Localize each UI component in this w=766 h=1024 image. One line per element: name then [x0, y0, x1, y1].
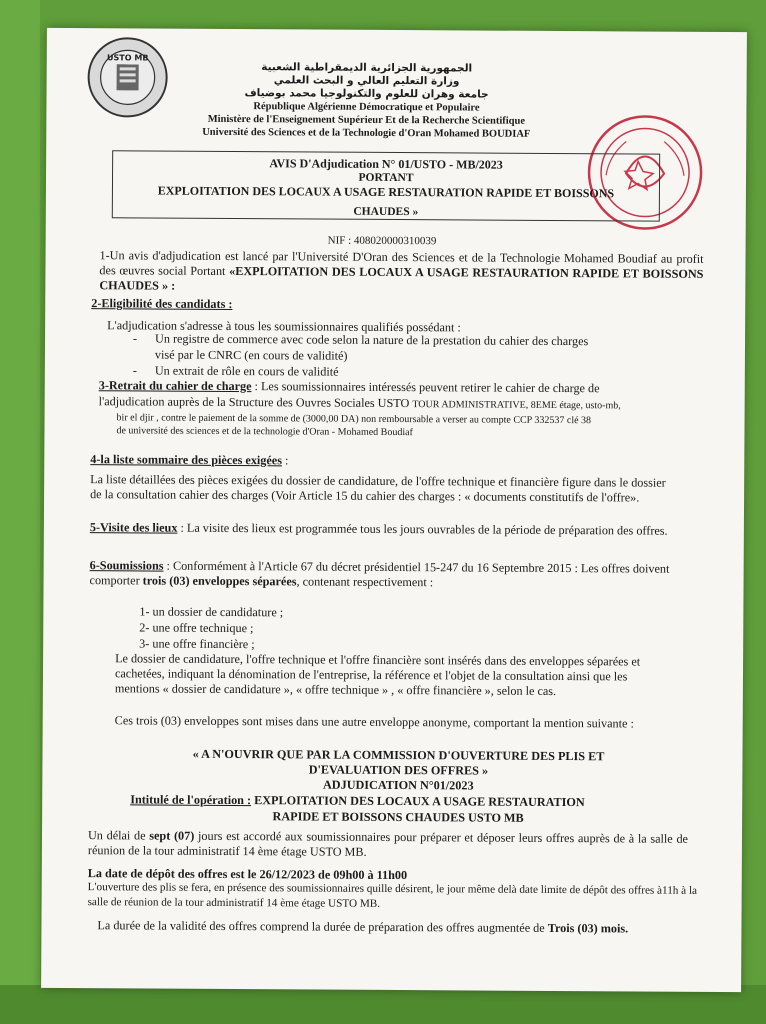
- header-line-2: Ministère de l'Enseignement Supérieur Et de la Recherche Scientifique: [207, 113, 526, 127]
- header-arabic-2: وزارة التعليم العالي و البحث العلمي: [273, 74, 460, 88]
- depot-text: L'ouverture des plis se fera, en présence des soumissionnaires quille désirent, le jour même delà date limite de dépôt des offres à11h à la salle de réunion de la tour administratif 14 ème étage USTO MB.: [87, 881, 698, 910]
- section-3-heading: 3-Retrait du cahier de charge: [98, 378, 252, 394]
- section-6-heading: 6-Soumissions: [89, 558, 164, 573]
- section-6-item-2: 2- une offre technique ;: [139, 620, 254, 636]
- header-arabic-3: جامعة وهران للعلوم والتكنولوجيا محمد بوضياف: [244, 87, 489, 101]
- section-1-bold: «EXPLOITATION DES LOCAUX A USAGE RESTAURATION RAPIDE ET BOISSONS CHAUDES » :: [99, 263, 704, 293]
- section-3-text-2: l'adjudication auprès de la Structure des Ouvres Sociales USTO: [98, 394, 413, 411]
- mention-line-2: D'EVALUATION DES OFFRES »: [308, 762, 489, 778]
- section-6-bold: trois (03) enveloppes séparées: [142, 573, 297, 589]
- logo-text: USTO MB: [107, 53, 149, 63]
- section-5-heading: 5-Visite des lieux: [89, 520, 178, 535]
- delai-bold: sept (07): [149, 828, 195, 843]
- section-3-line-2: [99, 394, 719, 413]
- section-3-line-3: bir el djir , contre le paiement de la somme de (3000,00 DA) non remboursable a verser au compte CCP 332537 clé 38: [116, 412, 592, 427]
- intitule-label: Intitulé de l'opération :: [130, 792, 252, 808]
- section-4-colon: :: [281, 453, 289, 468]
- section-2-item-2: Un extrait de rôle en cours de validité: [154, 363, 339, 379]
- section-1: [99, 248, 703, 297]
- section-2-item-1a: Un registre de commerce avec code selon la nature de la prestation du cahier des charges: [155, 331, 589, 349]
- section-3-text-2-small: TOUR ADMINISTRATIVE, 8EME étage, usto-mb,: [412, 399, 621, 412]
- header-arabic-1: الجمهورية الجزائرية الديمقراطية الشعبية: [261, 61, 473, 75]
- section-5-text: : La visite des lieux est programmée tous les jours ouvrables de la période de préparation des offres.: [177, 520, 668, 538]
- intitule-text: EXPLOITATION DES LOCAUX A USAGE RESTAURATION: [251, 793, 585, 810]
- header-line-1: République Algérienne Démocratique et Populaire: [253, 101, 480, 114]
- header-block: [186, 61, 546, 141]
- document-sheet: [41, 28, 747, 992]
- section-6-text-1: : Conformément à l'Article 67 du décret présidentiel 15-247 du 16 Septembre 2015 : Les offres doivent comporter: [89, 558, 670, 588]
- depot-heading: La date de dépôt des offres est le 26/12/2023 de 09h00 à 11h00: [87, 866, 408, 883]
- section-6-item-1: 1- un dossier de candidature ;: [139, 604, 284, 620]
- section-4-heading-line: [90, 452, 288, 468]
- section-4-heading: 4-la liste sommaire des pièces exigées: [90, 452, 283, 468]
- title-line-2: PORTANT: [358, 171, 414, 185]
- section-3-text-1: : Les soumissionnaires intéressés peuvent retirer le cahier de charge de: [251, 379, 600, 396]
- section-2-heading-text: 2-Eligibilité des candidats :: [91, 296, 233, 312]
- mention-line-3: ADJUDICATION N°01/2023: [322, 777, 474, 793]
- title-line-4: CHAUDES »: [353, 205, 419, 219]
- delai-text-2: jours est accordé aux soumissionnaires pour préparer et déposer leurs offres auprès de à la salle de réunion de la tour administratif 14 ème étage USTO MB.: [87, 828, 689, 859]
- delai-paragraph: [88, 828, 688, 862]
- section-4-text: La liste détaillées des pièces exigées du dossier de candidature, de l'offre technique et financière figure dans le dossier de la consultation cahier des charges (Voir Article 15 du cahier des charges : « documents constitutifs de l'offre».: [90, 472, 666, 505]
- validite-bold: Trois (03) mois.: [547, 920, 629, 936]
- university-logo-icon: [86, 36, 168, 118]
- section-5: [90, 520, 690, 539]
- title-box: [112, 150, 660, 221]
- validite-text: La durée de la validité des offres comprend la durée de préparation des offres augmentée de: [97, 918, 548, 935]
- section-2-intro: L'adjudication s'adresse à tous les soumissionnaires qualifiés possédant :: [107, 318, 461, 335]
- section-2-item-1b: visé par le CNRC (en cours de validité): [154, 347, 348, 363]
- section-2-heading: [91, 296, 232, 312]
- section-2-item-2-dash: -: [132, 363, 137, 378]
- section-6-item-3: 3- une offre financière ;: [139, 636, 255, 652]
- title-line-3: EXPLOITATION DES LOCAUX A USAGE RESTAURATION RAPIDE ET BOISSONS: [157, 183, 615, 201]
- nif-number: NIF : 408020000310039: [327, 234, 437, 248]
- section-6-para-2: Ces trois (03) enveloppes sont mises dans une autre enveloppe anonyme, comportant la mention suivante :: [114, 713, 634, 731]
- section-6-para-1: Le dossier de candidature, l'offre technique et l'offre financière sont insérés dans des enveloppes séparées et cachetées, indiquant la dénomination de l'entreprise, la référence et l'objet de la consultation ainsi que les mentions « dossier de candidature », « offre technique » , « offre financière », selon le cas.: [114, 651, 641, 698]
- section-1-text: 1-Un avis d'adjudication est lancé par l'Université D'Oran des Sciences et de la Technologie Mohamed Boudiaf au profit des œuvres social Portant: [99, 248, 704, 278]
- section-6-text-2: , contenant respectivement :: [296, 574, 434, 590]
- section-6-intro: [90, 558, 700, 592]
- background-folder-left: [0, 0, 40, 1024]
- mention-line-1: « A N'OUVRIR QUE PAR LA COMMISSION D'OUVERTURE DES PLIS ET: [192, 746, 605, 764]
- title-line-1: AVIS D'Adjudication N° 01/USTO - MB/2023: [269, 156, 503, 172]
- intitule-line-2: RAPIDE ET BOISSONS CHAUDES USTO MB: [272, 809, 524, 825]
- validite-paragraph: [97, 918, 717, 937]
- section-3-line-4: de université des sciences et de la technologie d'Oran - Mohamed Boudiaf: [116, 425, 413, 439]
- header-line-3: Université des Sciences et de la Technologie d'Oran Mohamed BOUDIAF: [202, 126, 531, 140]
- section-2-item-1-dash: -: [133, 331, 138, 346]
- delai-text-1: Un délai de: [87, 828, 150, 843]
